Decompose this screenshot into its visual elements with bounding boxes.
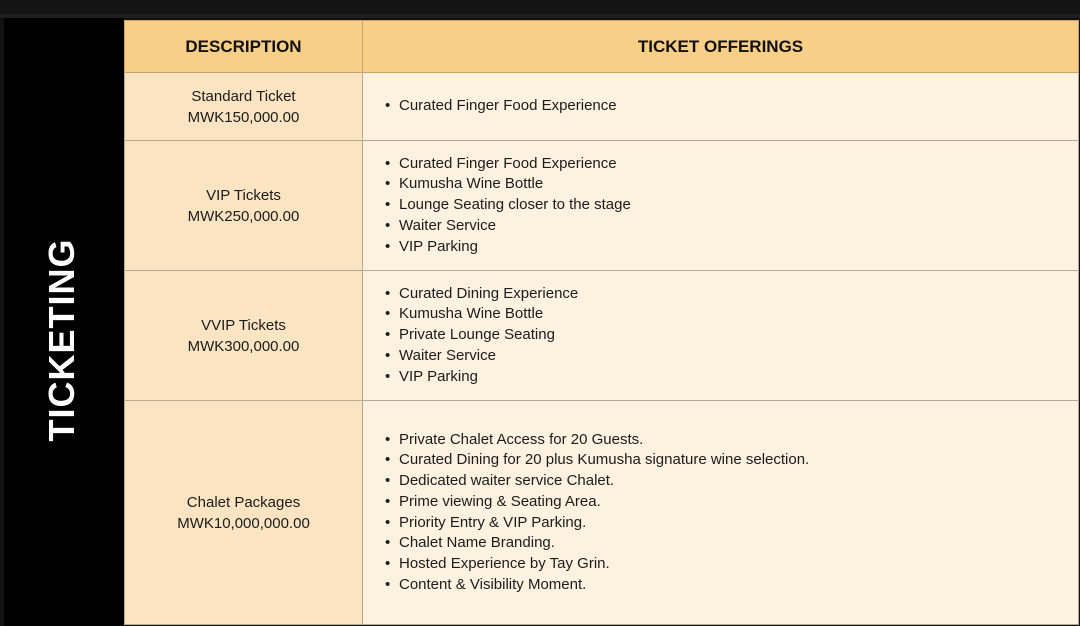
ticket-description [125, 271, 363, 401]
table-row [125, 141, 1079, 271]
offering-item: • Private Lounge Seating [385, 325, 1078, 346]
offering-item: • Curated Dining Experience [385, 284, 1078, 305]
offering-item: • Kumusha Wine Bottle [385, 174, 1078, 195]
ticket-table [124, 20, 1079, 625]
ticket-name: Standard Ticket [191, 87, 296, 105]
offering-item: • VIP Parking [385, 237, 1078, 258]
ticket-name: VIP Tickets [206, 186, 281, 204]
offering-item: • Content & Visibility Moment. [385, 575, 1078, 596]
top-divider [0, 14, 1080, 18]
offering-item: • Curated Dining for 20 plus Kumusha signature wine selection. [385, 450, 1078, 471]
ticket-price: MWK10,000,000.00 [177, 514, 310, 532]
ticket-offerings [363, 271, 1079, 401]
header-ticket-offerings: TICKET OFFERINGS [363, 21, 1079, 73]
ticket-description [125, 401, 363, 625]
ticket-description [125, 73, 363, 141]
offering-item: • Waiter Service [385, 216, 1078, 237]
ticket-name: Chalet Packages [186, 493, 301, 511]
offering-item: • Curated Finger Food Experience [385, 96, 1078, 117]
offering-item: • Hosted Experience by Tay Grin. [385, 554, 1078, 575]
ticket-name: VVIP Tickets [201, 316, 286, 334]
offering-item: • Priority Entry & VIP Parking. [385, 513, 1078, 534]
header-description: DESCRIPTION [125, 21, 363, 73]
offering-item: • Waiter Service [385, 346, 1078, 367]
ticket-price: MWK150,000.00 [187, 108, 300, 126]
offering-item: • Chalet Name Branding. [385, 533, 1078, 554]
offering-item: • Kumusha Wine Bottle [385, 304, 1078, 325]
ticket-offerings [363, 73, 1079, 141]
ticket-price: MWK300,000.00 [187, 337, 300, 355]
offering-item: • Private Chalet Access for 20 Guests. [385, 430, 1078, 451]
ticket-offerings [363, 141, 1079, 271]
table-header-row [125, 21, 1079, 73]
offering-item: • Curated Finger Food Experience [385, 154, 1078, 175]
ticket-price: MWK250,000.00 [187, 207, 300, 225]
top-bar [0, 0, 1080, 14]
offering-item: • Lounge Seating closer to the stage [385, 195, 1078, 216]
ticket-offerings [363, 401, 1079, 625]
table-row [125, 271, 1079, 401]
offering-item: • VIP Parking [385, 367, 1078, 388]
offering-item: • Prime viewing & Seating Area. [385, 492, 1078, 513]
table-row [125, 73, 1079, 141]
table-row [125, 401, 1079, 625]
sidebar-title: TICKETING [41, 238, 82, 442]
ticket-description [125, 141, 363, 271]
offering-item: • Dedicated waiter service Chalet. [385, 471, 1078, 492]
